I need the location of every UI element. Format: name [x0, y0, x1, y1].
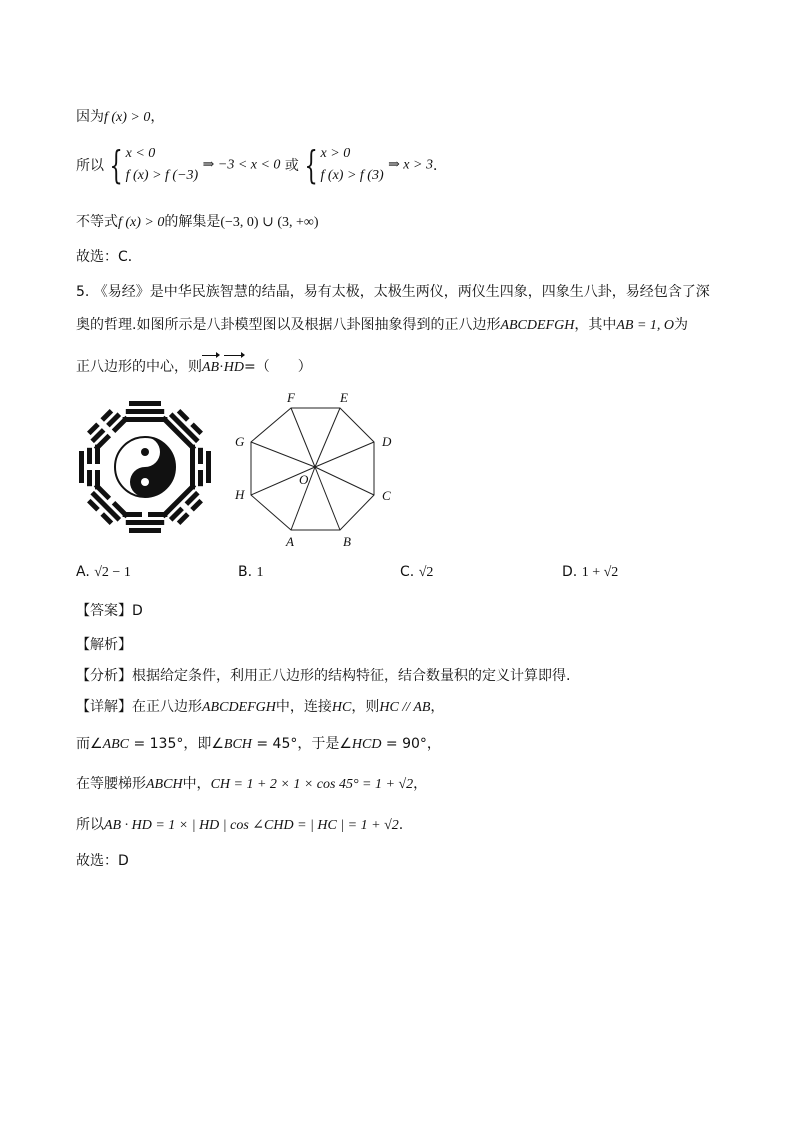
trigram-icon: [123, 512, 168, 533]
bagua-figure: [76, 398, 214, 536]
math-range-2: ⇒ x > 3: [388, 157, 433, 173]
text-so: 所以: [76, 817, 104, 833]
radius-line-g: [251, 442, 315, 467]
option-c-label: C.: [400, 564, 415, 580]
yin-yang-icon: [115, 437, 175, 497]
math-bch: BCH: [223, 737, 252, 752]
text-comma: ，: [150, 109, 165, 125]
jiexi-tag: 【解析】: [76, 637, 132, 653]
trigram-icon: [82, 404, 129, 451]
vertex-label-d: D: [382, 434, 392, 449]
line-solution-set: [76, 211, 319, 231]
system-2: [303, 143, 383, 187]
center-label-o: O: [299, 472, 309, 487]
text-or: 或: [284, 158, 299, 174]
option-d: [562, 564, 618, 581]
math-fx-positive-2: f (x) > 0: [118, 215, 165, 230]
option-b-label: B.: [238, 564, 253, 580]
dot-product-line: [76, 814, 403, 834]
text-choose-c: 故选：C．: [76, 249, 142, 265]
question-text-2a: 奥的哲理.如图所示是八卦模型图以及根据八卦图抽象得到的正八边形: [76, 317, 501, 333]
math-hcd: HCD: [351, 737, 382, 752]
xiangjie-text-1g: ，: [430, 699, 445, 715]
text-solution-is: 的解集是: [164, 214, 221, 230]
system-1-row-1: x < 0: [125, 146, 156, 161]
math-hc: HC: [331, 700, 352, 715]
option-a-value: √2 − 1: [94, 565, 131, 580]
trigram-icon: [190, 445, 211, 490]
math-abch: ABCH: [146, 777, 183, 792]
radius-line-c: [315, 467, 374, 495]
trigram-icon: [123, 401, 168, 422]
math-fx-positive: f (x) > 0: [104, 110, 151, 125]
text-period-2: .: [398, 817, 404, 833]
question-text-3a: 正八边形的中心，则: [76, 359, 202, 375]
answer-tag: 【答案】D: [76, 603, 143, 619]
system-2-row-2: f (x) > f (3): [320, 168, 384, 183]
question-5-line-2: [76, 314, 688, 334]
octagon-outline: [251, 408, 374, 530]
math-octagon-name: ABCDEFGH: [500, 318, 575, 333]
octagon-figure: [228, 388, 398, 550]
option-c-value: √2: [418, 565, 434, 580]
brace-icon: {: [109, 143, 124, 187]
octagon-labels: [234, 390, 392, 549]
text-in: 中，: [182, 776, 211, 792]
text-comma-2: ，: [413, 776, 428, 792]
question-5-line-3: [76, 356, 312, 376]
radius-line-b: [315, 467, 340, 530]
math-dot: ·: [219, 360, 224, 375]
text-and-angle: 而∠: [76, 736, 103, 752]
vector-hd: HD: [223, 360, 245, 375]
xiangjie-tag: 【详解】: [76, 699, 132, 715]
vertex-label-a: A: [286, 534, 294, 549]
line-because: [76, 106, 164, 126]
text-because: 因为: [76, 109, 104, 125]
xiangjie-line: [76, 696, 444, 716]
trigram-icon: [161, 404, 208, 451]
math-dot-product: AB · HD = 1 × | HD | cos ∠CHD = | HC | = 1 + √2: [104, 818, 399, 833]
text-therefore: 所以: [76, 158, 104, 174]
vertex-label-f: F: [287, 390, 295, 405]
system-2-row-1: x > 0: [320, 146, 351, 161]
question-blank: =（ ）: [244, 359, 312, 375]
trigram-icon: [79, 445, 100, 490]
math-octagon-name-2: ABCDEFGH: [202, 700, 276, 715]
system-1: [108, 143, 198, 187]
option-b-value: 1: [256, 565, 264, 580]
trapezoid-line: [76, 773, 427, 793]
jiexi-line: [76, 634, 132, 654]
system-1-row-2: f (x) > f (−3): [125, 168, 199, 183]
vertex-label-g: G: [235, 434, 245, 449]
line-choose-c: [76, 246, 142, 266]
radius-line-f: [291, 408, 315, 467]
vertex-label-b: B: [343, 534, 351, 549]
math-hc-parallel-ab: HC // AB: [379, 700, 431, 715]
text-period: ．: [432, 158, 447, 174]
text-angle-90: = 90°，: [381, 736, 441, 752]
math-solution-set: (−3, 0) ∪ (3, +∞): [220, 215, 319, 230]
math-abc: ABC: [102, 737, 130, 752]
question-text-2c: ，其中: [574, 317, 617, 333]
option-b: [238, 564, 264, 581]
fenxi-tag: 【分析】: [76, 668, 132, 684]
text-trapezoid: 在等腰梯形: [76, 776, 146, 792]
option-d-label: D.: [562, 564, 578, 580]
option-a: [76, 564, 131, 581]
text-angle-135: = 135°，即∠: [129, 736, 224, 752]
final-choice-text: 故选：D: [76, 853, 129, 869]
question-text-1: 5. 《易经》是中华民族智慧的结晶，易有太极，太极生两仪，两仪生四象，四象生八卦，易经包含了深: [76, 284, 710, 300]
question-5-line-1: [76, 281, 710, 301]
vertex-label-h: H: [235, 487, 245, 502]
vector-ab: AB: [202, 360, 220, 375]
fenxi-text: 根据给定条件，利用正八边形的结构特征，结合数量积的定义计算即得.: [132, 668, 571, 684]
brace-icon: {: [304, 143, 319, 187]
xiangjie-text-1e: ，则: [351, 699, 380, 715]
trigram-icon: [161, 483, 208, 530]
vertex-label-c: C: [382, 488, 391, 503]
trigram-icon: [82, 483, 129, 530]
text-inequality: 不等式: [76, 214, 118, 230]
vertex-label-e: E: [340, 390, 348, 405]
option-a-label: A.: [76, 564, 90, 580]
math-ab-equals-1: AB = 1, O: [616, 318, 675, 333]
option-c: [400, 564, 433, 581]
line-therefore: [76, 143, 447, 187]
angle-line: [76, 733, 441, 753]
fenxi-line: [76, 665, 570, 685]
math-range-1: ⇒ −3 < x < 0: [202, 157, 281, 173]
xiangjie-text-1a: 在正八边形: [132, 699, 202, 715]
text-angle-45: = 45°，于是∠: [251, 736, 352, 752]
question-text-2e: 为: [674, 317, 689, 333]
math-ch-length: CH = 1 + 2 × 1 × cos 45° = 1 + √2: [210, 777, 414, 792]
final-choice-line: [76, 850, 129, 870]
xiangjie-text-1c: 中，连接: [275, 699, 332, 715]
option-d-value: 1 + √2: [581, 565, 619, 580]
octagon-lines: [251, 408, 374, 530]
answer-line: [76, 600, 143, 620]
